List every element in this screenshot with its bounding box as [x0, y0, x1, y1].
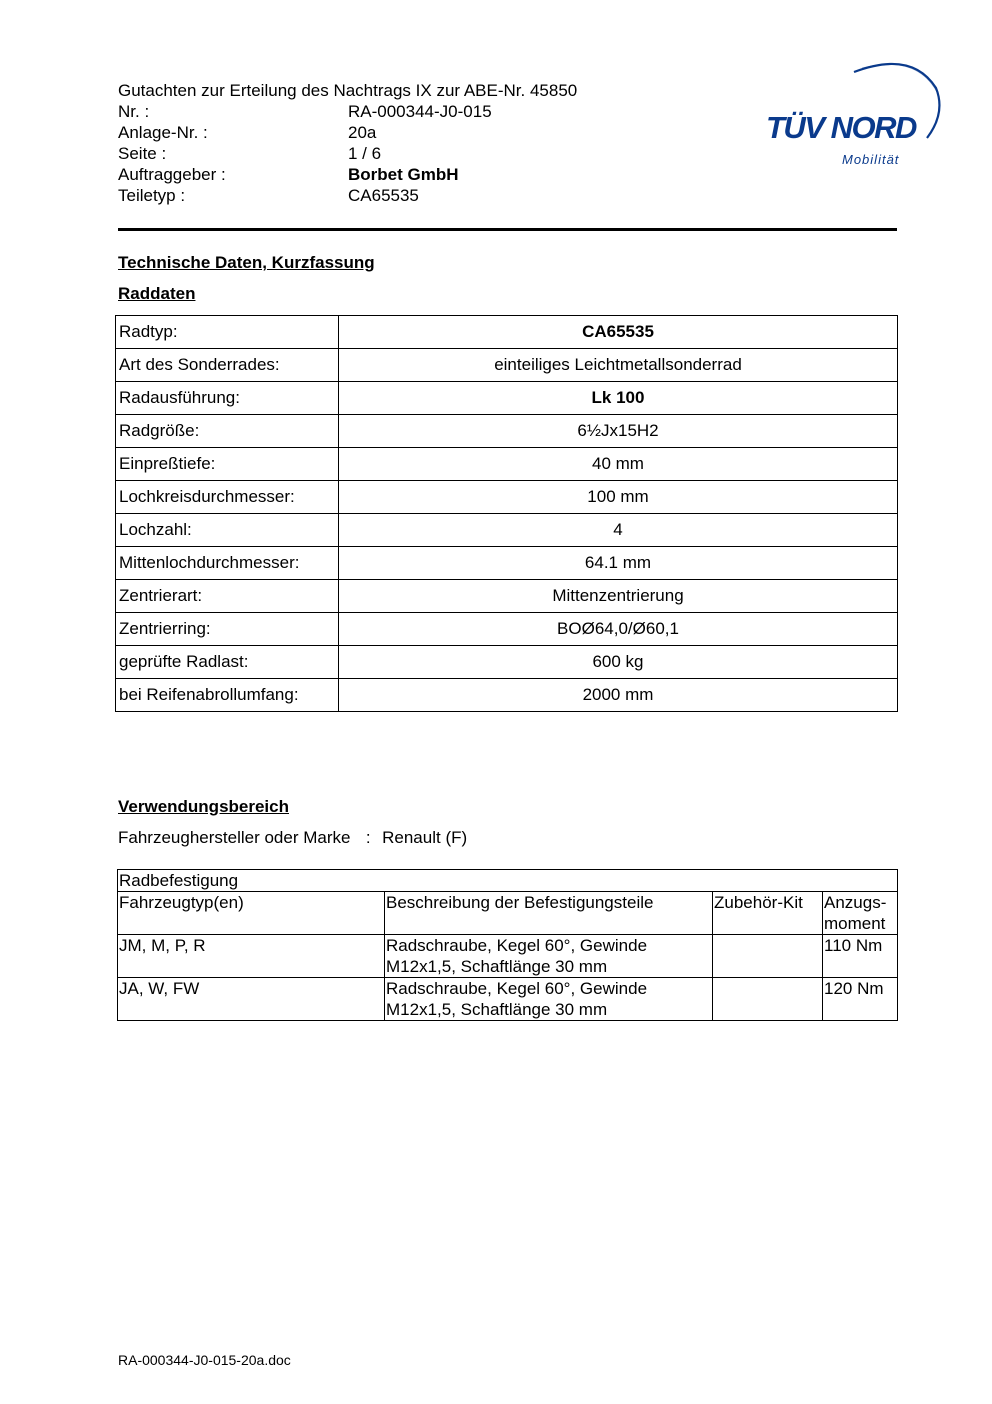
header-label-anlage: Anlage-Nr. : [118, 123, 208, 142]
header-field-nr [118, 101, 492, 122]
document-title: Gutachten zur Erteilung des Nachtrags IX zur ABE-Nr. 45850 [118, 81, 578, 100]
wheel-value: 40 mm [339, 448, 898, 481]
header-field-anlage [118, 122, 377, 143]
section-title-wheel: Raddaten [118, 284, 196, 303]
wheel-value: 64.1 mm [339, 547, 898, 580]
table-row [118, 978, 898, 1021]
header-value-auftraggeber: Borbet GmbH [348, 165, 459, 184]
header-label-teiletyp: Teiletyp : [118, 186, 186, 205]
table-row [116, 613, 898, 646]
wheel-value: einteiliges Leichtmetallsonderrad [339, 349, 898, 382]
section-title-technical: Technische Daten, Kurzfassung [118, 253, 375, 272]
wheel-value: BOØ64,0/Ø60,1 [339, 613, 898, 646]
maker-label: Fahrzeughersteller oder Marke [118, 828, 351, 847]
header-field-auftraggeber [118, 164, 459, 185]
table-row [116, 646, 898, 679]
table-row [116, 580, 898, 613]
row-vehicle-types: JM, M, P, R [118, 935, 385, 978]
wheel-value: 2000 mm [339, 679, 898, 712]
wheel-value: Mittenzentrierung [339, 580, 898, 613]
wheel-key: Radgröße: [116, 415, 339, 448]
header-value-seite: 1 / 6 [348, 144, 382, 163]
wheel-value: 4 [339, 514, 898, 547]
header-value-anlage: 20a [348, 123, 377, 142]
header-torque: Anzugs- moment [823, 892, 898, 935]
table-row [116, 679, 898, 712]
row-torque: 110 Nm [823, 935, 898, 978]
header-description: Beschreibung der Befestigungsteile [385, 892, 713, 935]
table-row [118, 935, 898, 978]
logo-subtitle: Mobilität [842, 152, 900, 167]
table-row [116, 382, 898, 415]
wheel-key: Lochzahl: [116, 514, 339, 547]
row-torque: 120 Nm [823, 978, 898, 1021]
header-value-teiletyp: CA65535 [348, 186, 419, 205]
wheel-key: Einpreßtiefe: [116, 448, 339, 481]
wheel-key: Mittenlochdurchmesser: [116, 547, 339, 580]
header-kit: Zubehör-Kit [713, 892, 823, 935]
header-field-seite [118, 143, 382, 164]
wheel-key: Radtyp: [116, 316, 339, 349]
header-label-seite: Seite : [118, 144, 167, 163]
tuev-nord-logo [762, 58, 942, 173]
wheel-key: Art des Sonderrades: [116, 349, 339, 382]
table-row [116, 316, 898, 349]
header-field-teiletyp [118, 185, 419, 206]
wheel-data-table [115, 315, 898, 712]
mounting-table [117, 869, 898, 1021]
wheel-key: Radausführung: [116, 382, 339, 415]
table-row [116, 547, 898, 580]
row-kit [713, 978, 823, 1021]
maker-separator: : [365, 828, 371, 847]
table-row [116, 514, 898, 547]
wheel-value: 600 kg [339, 646, 898, 679]
table-row [116, 448, 898, 481]
wheel-key: geprüfte Radlast: [116, 646, 339, 679]
table-row [116, 481, 898, 514]
logo-brand: TÜV NORD [766, 110, 916, 145]
wheel-value: 100 mm [339, 481, 898, 514]
mounting-caption: Radbefestigung [118, 870, 898, 892]
header-label-auftraggeber: Auftraggeber : [118, 165, 226, 184]
table-caption-row [118, 870, 898, 892]
wheel-key: Zentrierart: [116, 580, 339, 613]
row-description: Radschraube, Kegel 60°, Gewinde M12x1,5, Schaftlänge 30 mm [385, 978, 713, 1021]
row-kit [713, 935, 823, 978]
row-description: Radschraube, Kegel 60°, Gewinde M12x1,5, Schaftlänge 30 mm [385, 935, 713, 978]
header-value-nr: RA-000344-J0-015 [348, 102, 492, 121]
footer-filename: RA-000344-J0-015-20a.doc [118, 1352, 291, 1368]
header-vehicle-types: Fahrzeugtyp(en) [118, 892, 385, 935]
table-row [116, 349, 898, 382]
section-title-usage: Verwendungsbereich [118, 797, 289, 816]
table-row [116, 415, 898, 448]
wheel-value: CA65535 [339, 316, 898, 349]
header-label-nr: Nr. : [118, 102, 150, 121]
table-header-row [118, 892, 898, 935]
wheel-key: bei Reifenabrollumfang: [116, 679, 339, 712]
maker-value: Renault (F) [382, 828, 468, 847]
wheel-key: Zentrierring: [116, 613, 339, 646]
row-vehicle-types: JA, W, FW [118, 978, 385, 1021]
wheel-key: Lochkreisdurchmesser: [116, 481, 339, 514]
maker-line [118, 828, 467, 848]
wheel-value: 6½Jx15H2 [339, 415, 898, 448]
wheel-value: Lk 100 [339, 382, 898, 415]
header-divider [118, 228, 897, 231]
